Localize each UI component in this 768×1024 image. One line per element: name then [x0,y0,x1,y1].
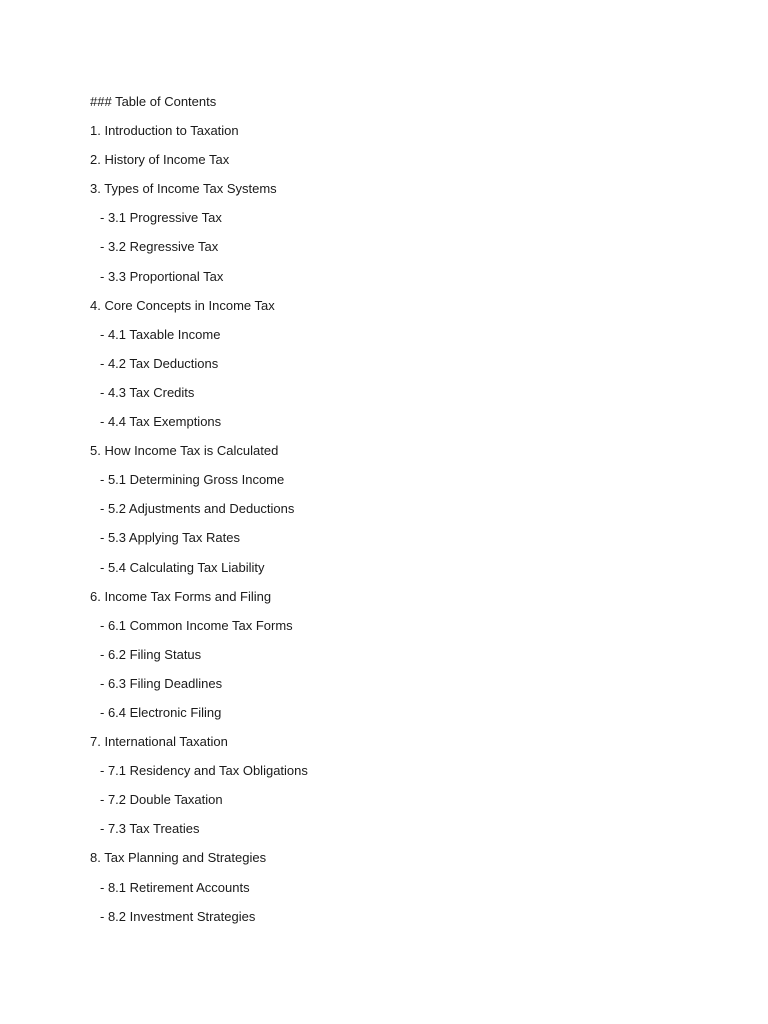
toc-section-entry: 4. Core Concepts in Income Tax [90,297,275,313]
toc-subsection-entry: - 6.2 Filing Status [100,646,202,662]
toc-subsection-entry: - 7.2 Double Taxation [100,792,223,808]
toc-subsection-entry: - 4.4 Tax Exemptions [100,414,222,430]
toc-subsection-entry: - 3.3 Proportional Tax [100,268,224,284]
toc-subsection-entry: - 4.2 Tax Deductions [100,355,219,371]
toc-subsection-entry: - 8.2 Investment Strategies [100,908,256,924]
toc-subsection-entry: - 5.4 Calculating Tax Liability [100,559,265,575]
toc-section-entry: 8. Tax Planning and Strategies [90,850,267,866]
toc-subsection-entry: - 5.2 Adjustments and Deductions [100,501,295,517]
toc-section-entry: 3. Types of Income Tax Systems [90,181,277,197]
toc-subsection-entry: - 5.3 Applying Tax Rates [100,530,240,546]
toc-section-entry: 5. How Income Tax is Calculated [90,443,279,459]
toc-subsection-entry: - 7.1 Residency and Tax Obligations [100,763,308,779]
toc-subsection-entry: - 3.1 Progressive Tax [100,210,222,226]
toc-subsection-entry: - 6.3 Filing Deadlines [100,675,223,691]
toc-subsection-entry: - 3.2 Regressive Tax [100,239,219,255]
toc-section-entry: 1. Introduction to Taxation [90,123,239,139]
toc-subsection-entry: - 4.1 Taxable Income [100,326,221,342]
toc-subsection-entry: - 7.3 Tax Treaties [100,821,200,837]
toc-subsection-entry: - 6.1 Common Income Tax Forms [100,617,293,633]
toc-subsection-entry: - 5.1 Determining Gross Income [100,472,285,488]
toc-heading: ### Table of Contents [90,94,217,109]
toc-subsection-entry: - 4.3 Tax Credits [100,384,195,400]
toc-section-entry: 6. Income Tax Forms and Filing [90,588,272,604]
toc-section-entry: 2. History of Income Tax [90,152,230,168]
toc-subsection-entry: - 8.1 Retirement Accounts [100,879,250,895]
toc-section-entry: 7. International Taxation [90,734,228,750]
toc-subsection-entry: - 6.4 Electronic Filing [100,704,222,720]
table-of-contents [90,93,308,937]
